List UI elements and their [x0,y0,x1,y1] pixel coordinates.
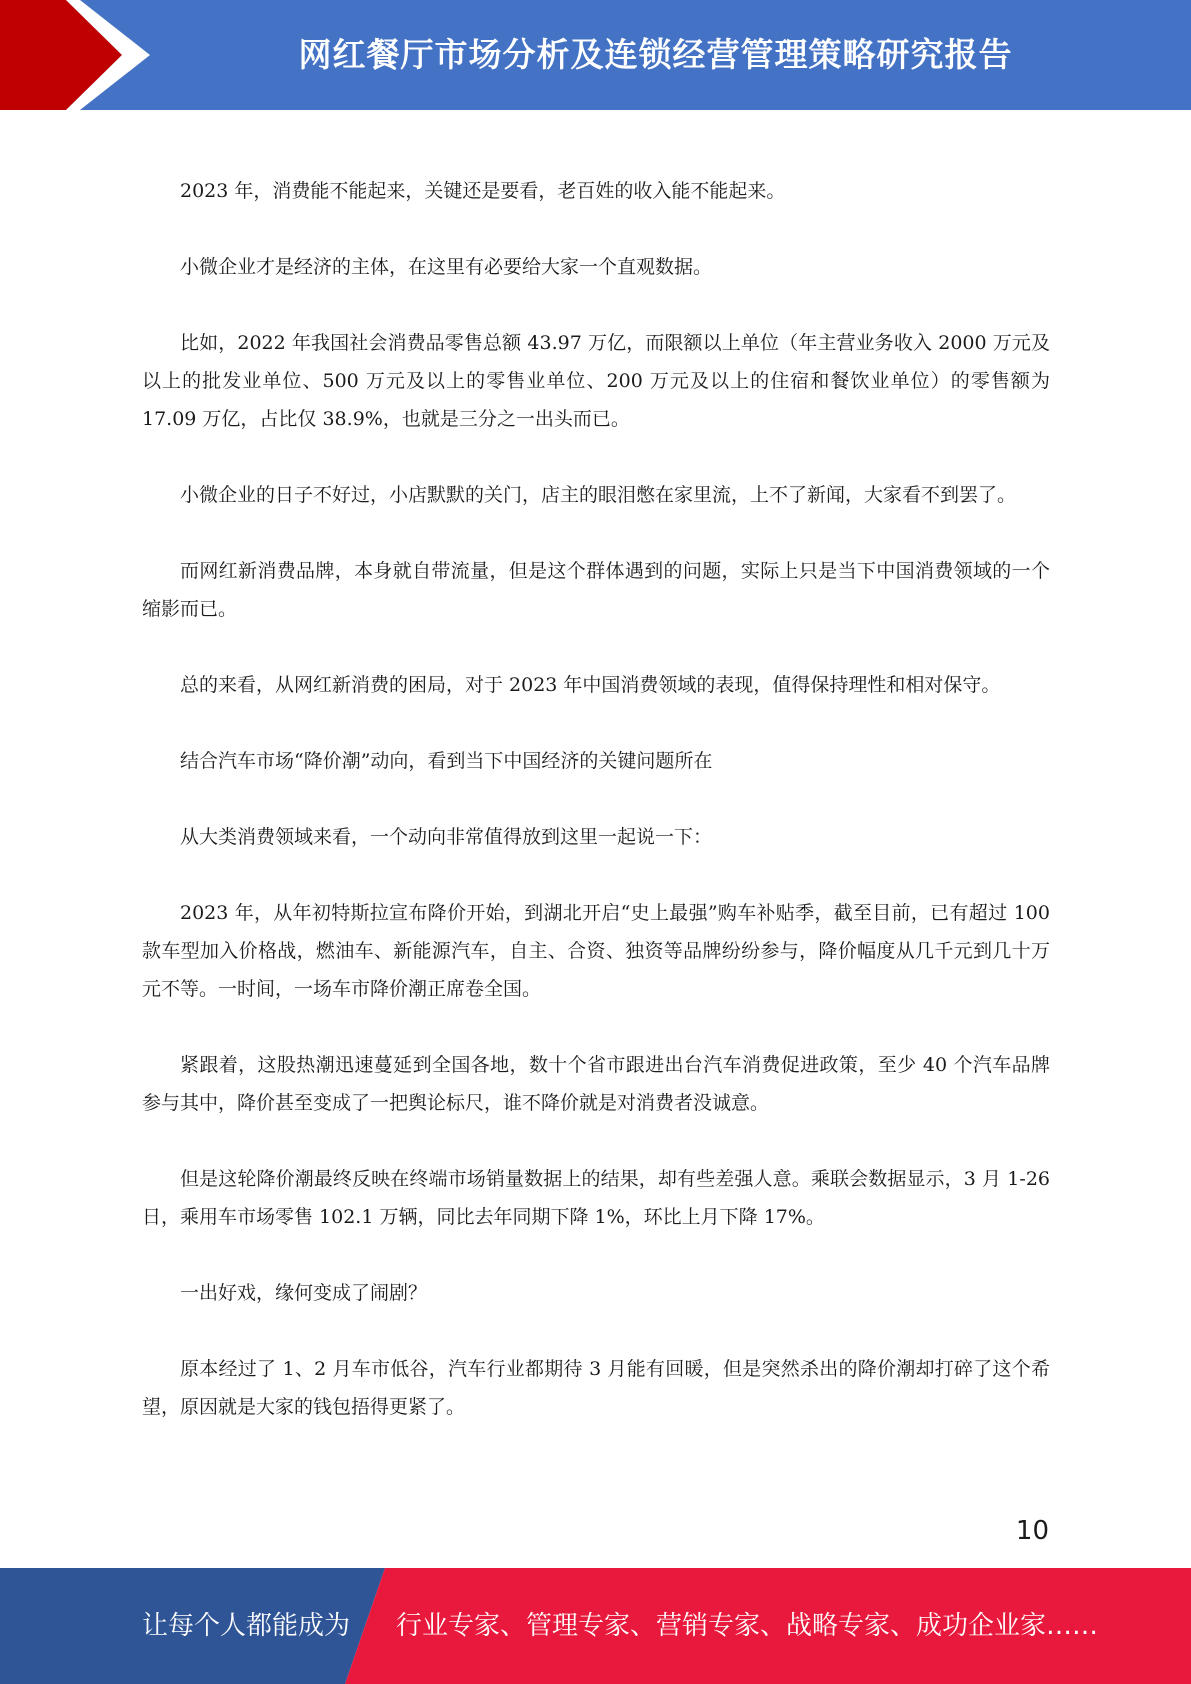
header-arrow-decoration [0,0,160,110]
paragraph: 2023 年，从年初特斯拉宣布降价开始，到湖北开启“史上最强”购车补贴季，截至目前，已有超过 100 款车型加入价格战，燃油车、新能源汽车，自主、合资、独资等品牌纷纷参与，降价幅度从几千元到几十万元不等。一时间，一场车市降价潮正席卷全国。 [142,902,1050,1000]
footer-slogan-left: 让每个人都能成为 [142,1611,351,1641]
paragraph: 一出好戏，缘何变成了闹剧？ [180,1282,428,1304]
body-text [142,172,1050,1464]
section-heading: 结合汽车市场“降价潮”动向，看到当下中国经济的关键问题所在 [180,750,713,772]
paragraph: 而网红新消费品牌，本身就自带流量，但是这个群体遇到的问题，实际上只是当下中国消费领域的一个缩影而已。 [142,560,1050,620]
paragraph: 从大类消费领域来看，一个动向非常值得放到这里一起说一下： [180,826,713,848]
page-number: 10 [1015,1516,1049,1546]
page-header [0,0,1191,110]
paragraph: 小微企业的日子不好过，小店默默的关门，店主的眼泪憋在家里流，上不了新闻，大家看不到罢了。 [180,484,1017,506]
paragraph: 紧跟着，这股热潮迅速蔓延到全国各地，数十个省市跟进出台汽车消费促进政策，至少 40 个汽车品牌参与其中，降价甚至变成了一把舆论标尺，谁不降价就是对消费者没诚意。 [142,1054,1050,1114]
footer-slogan-right: 行业专家、管理专家、营销专家、战略专家、成功企业家…… [396,1611,1099,1641]
report-title: 网红餐厅市场分析及连锁经营管理策略研究报告 [298,35,1013,74]
paragraph: 比如，2022 年我国社会消费品零售总额 43.97 万亿，而限额以上单位（年主营业务收入 2000 万元及以上的批发业单位、500 万元及以上的零售业单位、200 万元及以上的住宿和餐饮业单位）的零售额为 17.09 万亿，占比仅 38.9%，也就是三分之一出头而已。 [142,332,1050,430]
paragraph: 2023 年，消费能不能起来，关键还是要看，老百姓的收入能不能起来。 [180,180,786,202]
paragraph: 小微企业才是经济的主体，在这里有必要给大家一个直观数据。 [180,256,713,278]
paragraph: 总的来看，从网红新消费的困局，对于 2023 年中国消费领域的表现，值得保持理性和相对保守。 [180,674,1001,696]
page-footer [0,1568,1191,1684]
paragraph: 原本经过了 1、2 月车市低谷，汽车行业都期待 3 月能有回暖，但是突然杀出的降价潮却打碎了这个希望，原因就是大家的钱包捂得更紧了。 [142,1358,1050,1418]
paragraph: 但是这轮降价潮最终反映在终端市场销量数据上的结果，却有些差强人意。乘联会数据显示，3 月 1-26 日，乘用车市场零售 102.1 万辆，同比去年同期下降 1%，环比上月下降 17%。 [142,1168,1050,1228]
